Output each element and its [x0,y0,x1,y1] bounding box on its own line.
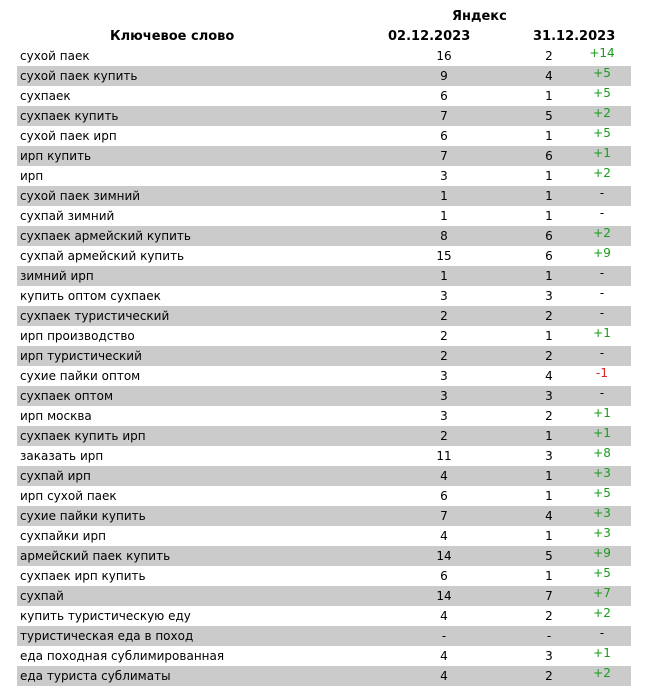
position-date1-cell: 6 [440,89,448,103]
keyword-cell: купить туристическую еду [20,609,191,623]
table-row [17,286,631,306]
table-row [17,666,631,686]
position-date1-cell: 3 [440,409,448,423]
table-row [17,626,631,646]
table-row [17,266,631,286]
position-date2-cell: 1 [545,429,553,443]
position-change-cell: -1 [596,366,608,380]
position-date1-cell: 4 [440,469,448,483]
position-date2-cell: 2 [545,669,553,683]
position-date2-cell: 2 [545,609,553,623]
table-row [17,406,631,426]
keyword-cell: сухой паек купить [20,69,138,83]
keyword-cell: заказать ирп [20,449,104,463]
table-row [17,206,631,226]
position-change-cell: +5 [593,86,611,100]
position-date1-cell: 4 [440,649,448,663]
position-change-cell: +2 [593,106,611,120]
position-date1-cell: - [441,629,447,643]
table-row [17,546,631,566]
keyword-cell: сухпай ирп [20,469,91,483]
position-change-cell: - [599,266,605,280]
position-change-cell: - [599,206,605,220]
position-date2-cell: 1 [545,209,553,223]
table-row [17,146,631,166]
position-date1-cell: 2 [440,429,448,443]
position-change-cell: +2 [593,666,611,680]
keyword-cell: сухие пайки купить [20,509,146,523]
keyword-cell: сухой паек зимний [20,189,141,203]
position-date1-cell: 16 [436,49,452,63]
table-row [17,366,631,386]
keyword-cell: сухпаек [20,89,71,103]
position-date2-cell: 3 [545,449,553,463]
position-date2-cell: 6 [545,149,553,163]
keyword-table [17,46,631,686]
position-date2-cell: 4 [545,69,553,83]
position-date1-cell: 4 [440,609,448,623]
position-change-cell: +1 [593,426,611,440]
keyword-cell: сухпай [20,589,64,603]
table-row [17,506,631,526]
position-date1-cell: 15 [436,249,452,263]
keyword-cell: сухпаек ирп купить [20,569,146,583]
table-row [17,346,631,366]
keyword-cell: сухпайки ирп [20,529,106,543]
position-change-cell: - [599,286,605,300]
position-date2-cell: 1 [545,569,553,583]
position-date2-cell: 4 [545,509,553,523]
position-change-cell: +3 [593,526,611,540]
keyword-cell: купить оптом сухпаек [20,289,161,303]
position-change-cell: +5 [593,126,611,140]
keyword-cell: сухой паек [20,49,90,63]
table-row [17,166,631,186]
position-change-cell: - [599,306,605,320]
table-row [17,386,631,406]
position-date1-cell: 14 [436,549,452,563]
position-date1-cell: 7 [440,109,448,123]
column-header-date-2: 31.12.2023 [533,29,616,44]
position-date1-cell: 7 [440,149,448,163]
keyword-cell: сухие пайки оптом [20,369,141,383]
position-date1-cell: 1 [440,269,448,283]
position-date1-cell: 6 [440,129,448,143]
position-date1-cell: 4 [440,669,448,683]
keyword-cell: сухпаек армейский купить [20,229,191,243]
position-change-cell: +3 [593,506,611,520]
table-row [17,646,631,666]
position-change-cell: +2 [593,166,611,180]
table-row [17,486,631,506]
table-row [17,326,631,346]
position-change-cell: - [599,186,605,200]
position-date1-cell: 14 [436,589,452,603]
table-row [17,186,631,206]
table-row [17,566,631,586]
position-date1-cell: 4 [440,529,448,543]
position-date2-cell: 5 [545,109,553,123]
table-row [17,66,631,86]
position-date2-cell: 1 [545,169,553,183]
table-row [17,606,631,626]
position-date2-cell: 2 [545,49,553,63]
table-row [17,446,631,466]
position-date2-cell: 3 [545,389,553,403]
table-row [17,106,631,126]
position-date1-cell: 7 [440,509,448,523]
position-date2-cell: 3 [545,289,553,303]
position-change-cell: +1 [593,406,611,420]
position-date1-cell: 9 [440,69,448,83]
keyword-cell: ирп [20,169,44,183]
position-change-cell: +2 [593,226,611,240]
position-date2-cell: - [546,629,552,643]
position-date2-cell: 1 [545,269,553,283]
position-date2-cell: 2 [545,409,553,423]
table-row [17,226,631,246]
keyword-cell: сухпаек купить ирп [20,429,146,443]
position-date1-cell: 1 [440,209,448,223]
column-header-date-1: 02.12.2023 [388,29,471,44]
position-date2-cell: 1 [545,469,553,483]
keyword-cell: сухпай армейский купить [20,249,185,263]
keyword-cell: сухпаек оптом [20,389,114,403]
keyword-cell: ирп купить [20,149,92,163]
table-row [17,426,631,446]
table-row [17,86,631,106]
position-date1-cell: 2 [440,309,448,323]
position-date1-cell: 3 [440,389,448,403]
keyword-cell: зимний ирп [20,269,94,283]
position-date1-cell: 3 [440,169,448,183]
table-row [17,526,631,546]
position-date2-cell: 4 [545,369,553,383]
position-date2-cell: 1 [545,489,553,503]
keyword-cell: ирп производство [20,329,135,343]
position-date1-cell: 3 [440,289,448,303]
keyword-cell: армейский паек купить [20,549,171,563]
keyword-cell: еда туриста сублиматы [20,669,171,683]
position-change-cell: - [599,346,605,360]
keyword-cell: ирп туристический [20,349,142,363]
position-date2-cell: 1 [545,529,553,543]
position-date1-cell: 8 [440,229,448,243]
position-change-cell: +1 [593,646,611,660]
position-date2-cell: 6 [545,229,553,243]
keyword-cell: сухой паек ирп [20,129,117,143]
position-date2-cell: 7 [545,589,553,603]
position-change-cell: +9 [593,546,611,560]
position-date1-cell: 2 [440,329,448,343]
position-date2-cell: 3 [545,649,553,663]
position-change-cell: +7 [593,586,611,600]
position-date1-cell: 6 [440,569,448,583]
keyword-cell: еда походная сублимированная [20,649,225,663]
position-date2-cell: 6 [545,249,553,263]
position-change-cell: - [599,626,605,640]
group-header-yandex: Яндекс [452,9,507,24]
position-date1-cell: 11 [436,449,452,463]
table-row [17,466,631,486]
position-change-cell: +3 [593,466,611,480]
position-change-cell: +1 [593,326,611,340]
position-change-cell: +2 [593,606,611,620]
position-change-cell: +5 [593,66,611,80]
position-date1-cell: 1 [440,189,448,203]
position-date2-cell: 1 [545,129,553,143]
position-date1-cell: 3 [440,369,448,383]
position-date2-cell: 1 [545,189,553,203]
position-change-cell: - [599,386,605,400]
position-change-cell: +8 [593,446,611,460]
position-date2-cell: 5 [545,549,553,563]
keyword-cell: сухпаек туристический [20,309,170,323]
position-change-cell: +5 [593,566,611,580]
position-date2-cell: 1 [545,329,553,343]
position-date2-cell: 2 [545,309,553,323]
table-row [17,586,631,606]
keyword-cell: сухпаек купить [20,109,119,123]
keyword-cell: сухпай зимний [20,209,115,223]
position-date2-cell: 2 [545,349,553,363]
position-change-cell: +5 [593,486,611,500]
keyword-cell: туристическая еда в поход [20,629,194,643]
keyword-cell: ирп москва [20,409,92,423]
position-date1-cell: 2 [440,349,448,363]
keyword-cell: ирп сухой паек [20,489,117,503]
position-change-cell: +9 [593,246,611,260]
table-row [17,126,631,146]
position-date1-cell: 6 [440,489,448,503]
table-row [17,306,631,326]
column-header-keyword: Ключевое слово [110,29,235,44]
table-row [17,46,631,66]
table-row [17,246,631,266]
position-date2-cell: 1 [545,89,553,103]
position-change-cell: +14 [589,46,615,60]
position-change-cell: +1 [593,146,611,160]
